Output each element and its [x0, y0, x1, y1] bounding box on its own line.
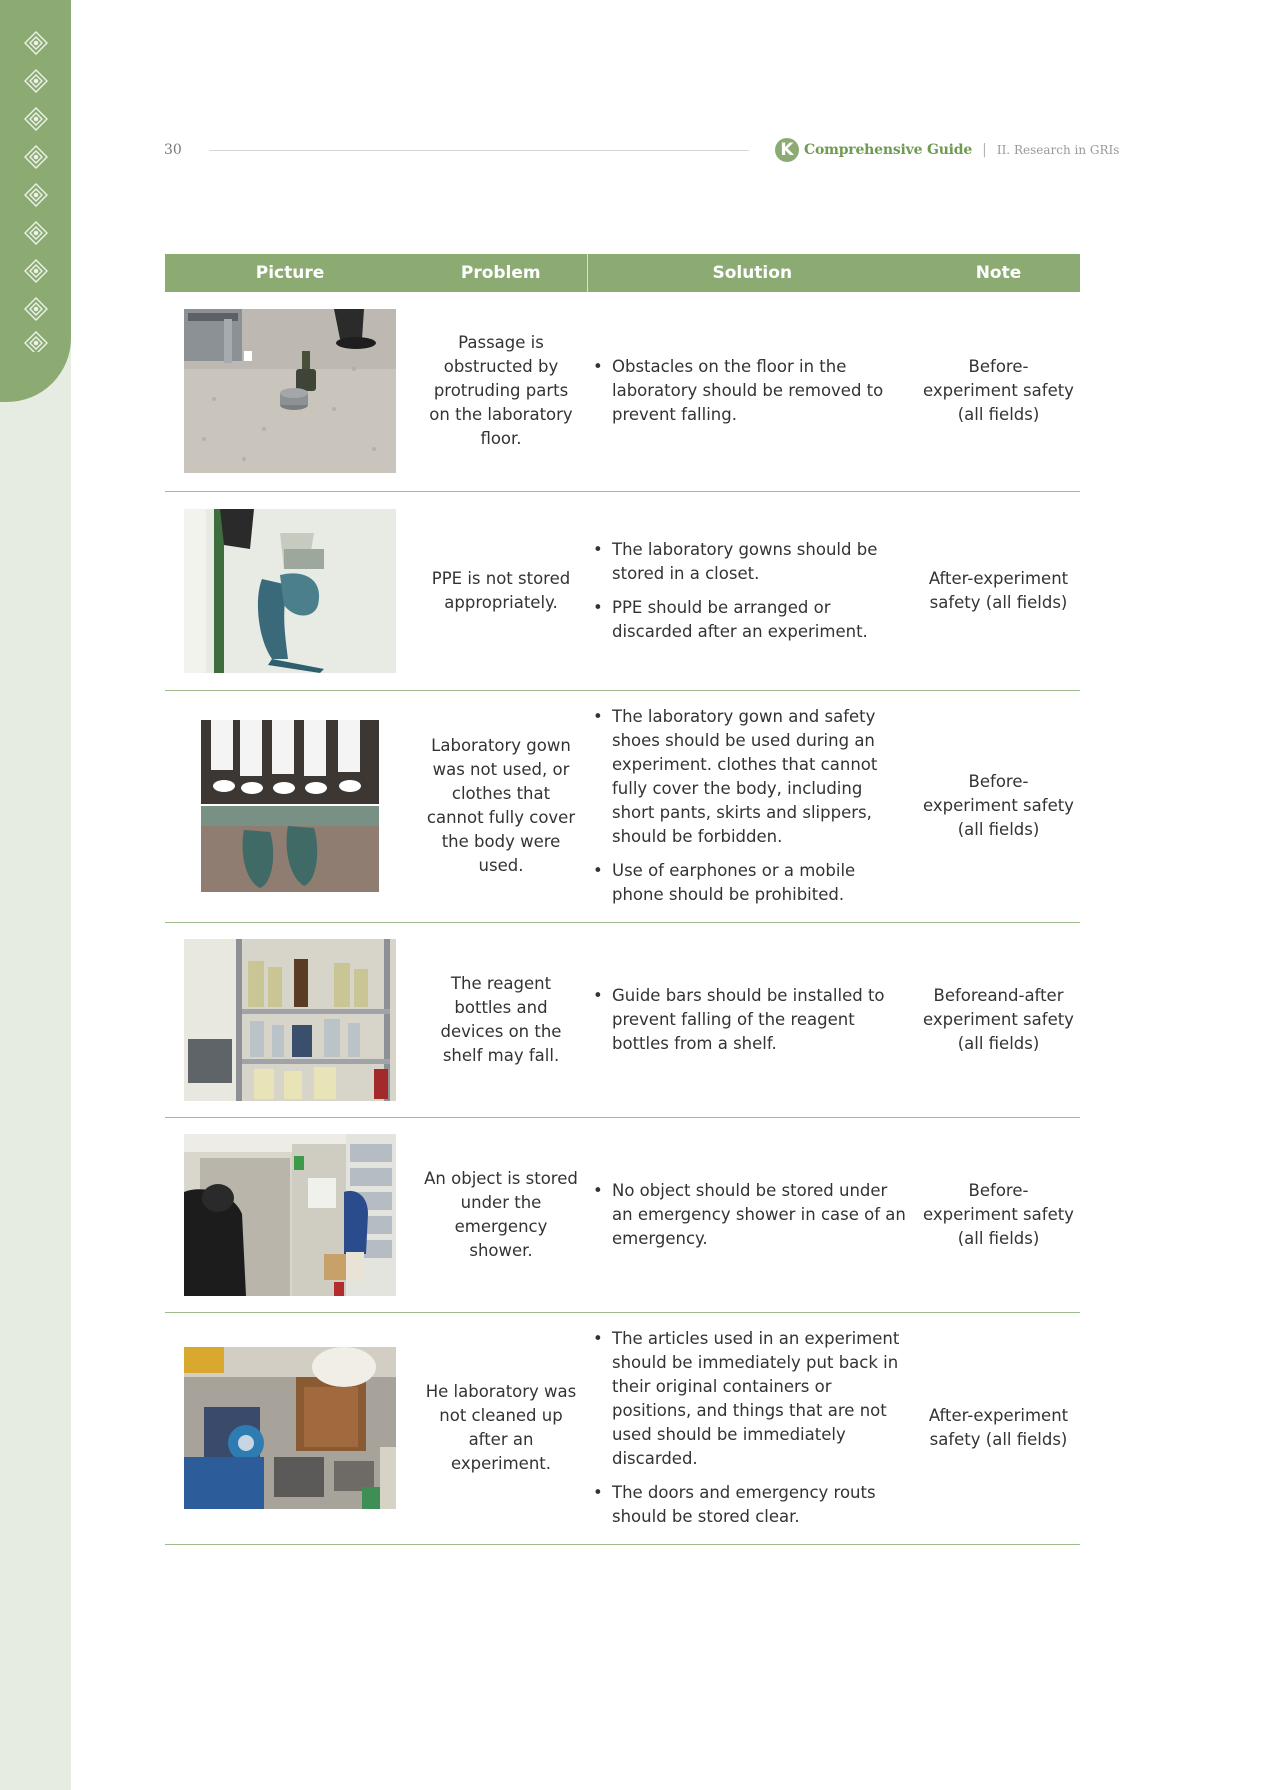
bullet-icon: • — [593, 539, 603, 559]
solution-item: • The doors and emergency routs should be stored clear. — [593, 1483, 876, 1526]
note-cell: Before-experiment safety (all fields) — [917, 1117, 1080, 1312]
table-row — [165, 292, 1080, 491]
cluttered-bench-photo — [184, 1347, 396, 1509]
laboratory-floor-obstacles-photo — [184, 309, 396, 473]
table-row — [165, 1312, 1080, 1544]
solution-cell — [587, 292, 917, 491]
column-header-picture: Picture — [165, 254, 415, 292]
bullet-icon: • — [593, 597, 603, 617]
solution-item: • PPE should be arranged or discarded after an experiment. — [593, 597, 868, 641]
problem-cell: He laboratory was not cleaned up after an experiment. — [415, 1312, 587, 1544]
column-header-problem: Problem — [415, 254, 587, 292]
side-chapter-tab — [0, 0, 71, 402]
safety-guide-table — [165, 254, 1080, 1545]
improper-clothing-photo — [184, 720, 396, 892]
problem-cell: PPE is not stored appropriately. — [415, 491, 587, 690]
solution-item: • Obstacles on the floor in the laboratory should be removed to prevent falling. — [593, 357, 884, 425]
column-header-note: Note — [917, 254, 1080, 292]
bullet-icon: • — [593, 985, 603, 1005]
reagent-shelf-photo — [184, 939, 396, 1101]
bullet-icon: • — [593, 861, 603, 880]
table-row — [165, 1117, 1080, 1312]
picture-cell — [165, 922, 415, 1117]
table-row — [165, 922, 1080, 1117]
note-cell: After-experiment safety (all fields) — [917, 1312, 1080, 1544]
bullet-icon: • — [593, 707, 603, 726]
picture-cell — [165, 1312, 415, 1544]
table-header-row — [165, 254, 1080, 292]
solution-item: • The articles used in an experiment should be immediately put back in their original containers or positions, and things that are not used should be immediately discarded. — [593, 1329, 900, 1468]
problem-cell: An object is stored under the emergency shower. — [415, 1117, 587, 1312]
note-cell: After-experiment safety (all fields) — [917, 491, 1080, 690]
picture-cell — [165, 1117, 415, 1312]
solution-item: • No object should be stored under an emergency shower in case of an emergency. — [593, 1180, 906, 1248]
emergency-shower-photo — [184, 1134, 396, 1296]
problem-cell: Passage is obstructed by protruding parts on the laboratory floor. — [415, 292, 587, 491]
bullet-icon: • — [593, 1329, 603, 1348]
running-header — [775, 137, 1119, 163]
note-cell: Before-experiment safety (all fields) — [917, 292, 1080, 491]
picture-cell — [165, 690, 415, 922]
column-header-solution: Solution — [587, 254, 917, 292]
hanging-ppe-photo — [184, 509, 396, 673]
bullet-icon: • — [593, 1180, 603, 1200]
diamond-ornament-icon — [23, 30, 49, 352]
problem-cell: The reagent bottles and devices on the shelf may fall. — [415, 922, 587, 1117]
solution-cell — [587, 690, 917, 922]
problem-cell: Laboratory gown was not used, or clothes that cannot fully cover the body were used. — [415, 690, 587, 922]
picture-cell — [165, 491, 415, 690]
k-logo-icon: K — [775, 138, 799, 162]
solution-item: • The laboratory gown and safety shoes should be used during an experiment. clothes that cannot fully cover the body, including short pants, skirts and slippers, should be forbidden. — [593, 707, 878, 846]
note-cell: Before-experiment safety (all fields) — [917, 690, 1080, 922]
bullet-icon: • — [593, 357, 603, 377]
solution-item: • The laboratory gowns should be stored in a closet. — [593, 539, 878, 583]
header-separator: | — [982, 142, 987, 158]
guide-title: Comprehensive Guide — [804, 142, 973, 158]
header-rule — [209, 150, 749, 151]
page-number: 30 — [164, 142, 182, 158]
note-cell: Beforeand-after experiment safety (all fields) — [917, 922, 1080, 1117]
table-row — [165, 491, 1080, 690]
solution-cell — [587, 491, 917, 690]
solution-item: • Use of earphones or a mobile phone should be prohibited. — [593, 861, 856, 904]
solution-cell — [587, 922, 917, 1117]
bullet-icon: • — [593, 1483, 603, 1502]
solution-item: • Guide bars should be installed to prevent falling of the reagent bottles from a shelf. — [593, 985, 885, 1053]
picture-cell — [165, 292, 415, 491]
solution-cell — [587, 1117, 917, 1312]
section-title: II. Research in GRIs — [996, 143, 1120, 157]
solution-cell — [587, 1312, 917, 1544]
table-row — [165, 690, 1080, 922]
